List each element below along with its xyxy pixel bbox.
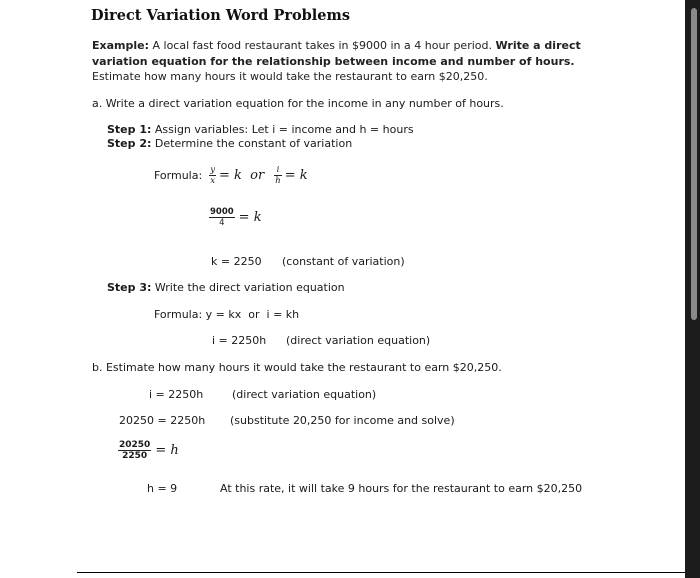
step-1-label: Step 1: — [107, 123, 152, 136]
example-text-2: Write a direct variation equation for the relationship between income and number of hours. — [92, 39, 581, 68]
example-label: Example: — [92, 39, 149, 52]
fraction-i-over-h — [274, 165, 281, 186]
answer: h = 9 — [147, 482, 178, 495]
fraction-numerator: i — [276, 165, 280, 175]
substitution-equals-k: = k — [238, 210, 262, 225]
part-b-question: b. Estimate how many hours it would take the restaurant to earn $20,250. — [92, 361, 502, 374]
fraction-numerator: 20250 — [119, 440, 151, 450]
scrollbar-thumb[interactable] — [691, 8, 697, 320]
fraction-9000-over-4 — [209, 207, 235, 228]
fraction-denominator: 2250 — [122, 451, 148, 462]
fraction-denominator: h — [275, 176, 281, 186]
step-1-text: Assign variables: Let i = income and h = hours — [151, 123, 414, 136]
k-value: k = 2250 — [211, 255, 262, 268]
solve-equation — [118, 440, 179, 461]
formula-label: Formula: — [154, 169, 203, 182]
result-equation: i = 2250h — [212, 334, 267, 347]
page-title: Direct Variation Word Problems — [91, 7, 351, 24]
fraction-y-over-x — [209, 165, 216, 186]
formula-equals-k: = k — [284, 168, 308, 183]
equation-2: 20250 = 2250h — [119, 414, 206, 427]
step-2 — [107, 137, 352, 150]
example-paragraph — [92, 38, 592, 85]
equation-1: i = 2250h — [149, 388, 204, 401]
conclusion: At this rate, it will take 9 hours for the restaurant to earn $20,250 — [220, 482, 583, 495]
formula-direct-variation: Formula: y = kx or i = kh — [154, 308, 300, 321]
substitution-equation — [209, 207, 262, 228]
fraction-20250-over-2250 — [118, 440, 151, 461]
step-2-label: Step 2: — [107, 137, 152, 150]
fraction-numerator: y — [210, 165, 215, 175]
fraction-denominator: 4 — [219, 218, 225, 228]
bottom-rule — [77, 572, 685, 573]
step-3-text: Write the direct variation equation — [151, 281, 345, 294]
part-a-question: a. Write a direct variation equation for the income in any number of hours. — [92, 97, 504, 110]
step-1 — [107, 123, 414, 136]
solve-equals-h: = h — [155, 443, 179, 459]
k-note: (constant of variation) — [282, 255, 405, 268]
step-3-label: Step 3: — [107, 281, 152, 294]
equation-1-note: (direct variation equation) — [232, 388, 377, 401]
fraction-numerator: 9000 — [210, 207, 234, 217]
result-note: (direct variation equation) — [286, 334, 431, 347]
step-3 — [107, 281, 345, 294]
step-2-text: Determine the constant of variation — [151, 137, 353, 150]
example-text-1: A local fast food restaurant takes in $9000 in a 4 hour period. — [149, 39, 496, 52]
example-text-3: Estimate how many hours it would take the restaurant to earn $20,250. — [92, 70, 488, 83]
fraction-denominator: x — [210, 176, 215, 186]
formula-equals-k-or: = k or — [219, 168, 265, 183]
formula-ratio — [154, 165, 308, 186]
equation-2-note: (substitute 20,250 for income and solve) — [230, 414, 455, 427]
